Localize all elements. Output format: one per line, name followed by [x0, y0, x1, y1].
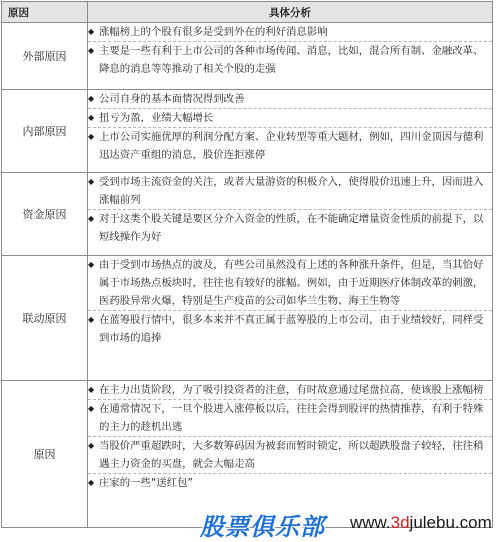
diamond-bullet-icon: ◆: [88, 94, 95, 103]
diamond-bullet-icon: ◆: [88, 46, 95, 55]
table-row: [2, 23, 493, 90]
list-item: ◆ 公司自身的基本面情况得到改善: [88, 90, 492, 108]
reason-cell: 联动原因: [2, 256, 88, 381]
watermark-url-prefix: www.: [350, 513, 391, 532]
list-item: ◆ 主要是一些有利于上市公司的各种市场传闻、消息，比如，混合所有制、金融改革、降息的消息等等推动了相关个股的走强: [88, 41, 492, 78]
header-reason: 原因: [2, 2, 88, 23]
list-item: ◆ 上市公司实施优厚的利润分配方案、企业转型等重大题材，例如，四川金顶因与德利迅达资产重组的消息，股价连拒涨停: [88, 127, 492, 164]
list-item: ◆ 在通常情况下，一旦个股进入涨停板以后，往往会得到股评的热情推荐，有利于特殊的主力的趁机出逃: [88, 399, 492, 436]
list-item: ◆ 在蓝筹股行情中，很多本来并不真正属于蓝筹股的上市公司，由于业绩较好，同样受到市场的追捧: [88, 310, 492, 347]
diamond-bullet-icon: ◆: [88, 441, 95, 450]
reason-cell: 外部原因: [2, 23, 88, 90]
diamond-bullet-icon: ◆: [88, 177, 95, 186]
watermark-url-suffix: julebu.com: [409, 513, 492, 532]
table-row: [2, 256, 493, 381]
diamond-bullet-icon: ◆: [88, 315, 95, 324]
diamond-bullet-icon: ◆: [88, 478, 95, 487]
watermark-logo: 股票俱乐部: [200, 513, 325, 541]
reason-cell: 内部原因: [2, 90, 88, 173]
diamond-bullet-icon: ◆: [88, 404, 95, 413]
detail-cell: [88, 23, 493, 90]
detail-cell: [88, 173, 493, 256]
diamond-bullet-icon: ◆: [88, 385, 95, 394]
table-header-row: [2, 2, 493, 23]
reason-cell: 资金原因: [2, 173, 88, 256]
diamond-bullet-icon: ◆: [88, 214, 95, 223]
header-analysis: 具体分析: [88, 2, 493, 23]
watermark-url: [350, 513, 492, 533]
list-item: ◆ 庄家的一些“送红包”: [88, 473, 492, 492]
table-row: [2, 90, 493, 173]
diamond-bullet-icon: ◆: [88, 113, 95, 122]
diamond-bullet-icon: ◆: [88, 27, 95, 36]
list-item: ◆ 由于受到市场热点的波及，有些公司虽然没有上述的各种涨升条件，但是，当其恰好属于市场热点板块时，往往也有较好的涨幅。例如，由于近期医疗体制改革的刺激，医药股异常火爆，特别是生产疫苗的公司如华兰生物、海王生物等: [88, 256, 492, 310]
diamond-bullet-icon: ◆: [88, 132, 95, 141]
analysis-table: [1, 1, 493, 528]
site-watermark: [200, 505, 496, 541]
list-item: ◆ 在主力出货阶段，为了吸引投资者的注意，有时故意通过尾盘拉高，使该股上涨幅榜: [88, 381, 492, 399]
detail-cell: [88, 90, 493, 173]
diamond-bullet-icon: ◆: [88, 260, 95, 269]
detail-cell: [88, 256, 493, 381]
list-item: ◆ 对于这类个股关键是要区分介入资金的性质，在不能确定增量资金性质的前提下，以短线操作为好: [88, 209, 492, 246]
list-item: ◆ 受到市场主流资金的关注，或者大量游资的积极介入，使得股价迅速上升，因而进入涨幅前列: [88, 173, 492, 209]
list-item: ◆ 当股价严重超跌时，大多数筹码因为被套而暂时锁定，所以超跌股盘子较轻，往往稍遇主力资金的买盘，就会大幅走高: [88, 436, 492, 473]
reason-cell: 原因: [2, 381, 88, 528]
watermark-url-accent: 3d: [390, 513, 410, 532]
list-item: ◆ 涨幅榜上的个股有很多是受到外在的利好消息影响: [88, 23, 492, 41]
list-item: ◆ 扭亏为盈，业绩大幅增长: [88, 108, 492, 127]
table-row: [2, 173, 493, 256]
